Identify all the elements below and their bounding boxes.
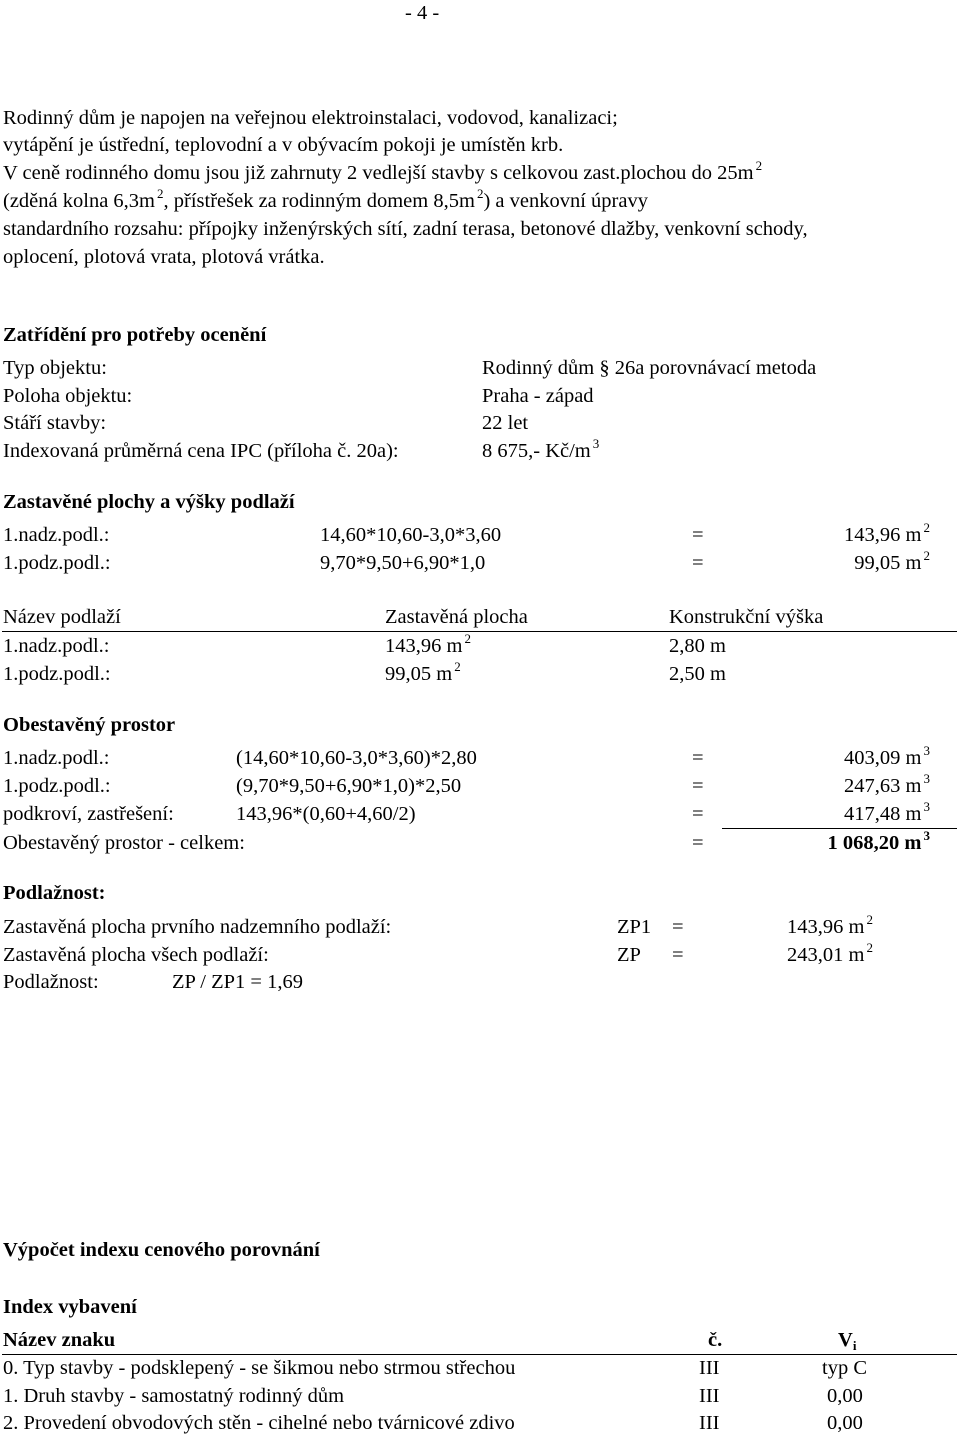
intro-line-4: (zděná kolna 6,3m $^2$, přístřešek za rodinným domem 8,5m $^2$) a venkovní úpravy bbox=[3, 186, 648, 212]
built-area-formula: 14,60*10,60-3,0*3,60 bbox=[320, 524, 502, 546]
index-row-name: 2. Provedení obvodových stěn - cihelné nebo tvárnicové zdivo bbox=[3, 1412, 515, 1434]
built-area-value: 143,96 m $^2$ bbox=[844, 520, 930, 546]
floor-table-height: 2,80 m bbox=[669, 635, 726, 657]
volume-value: 247,63 m $^3$ bbox=[844, 771, 930, 797]
classification-value: Rodinný dům § 26a porovnávací metoda bbox=[482, 357, 817, 379]
volume-total-rule bbox=[722, 828, 957, 829]
page-number: - 4 - bbox=[405, 2, 440, 24]
volume-equals: = bbox=[692, 747, 704, 769]
index-col-v: $V_i$ bbox=[838, 1329, 857, 1353]
built-area-label: 1.podz.podl.: bbox=[3, 552, 111, 574]
floor-table-header-area: Zastavěná plocha bbox=[385, 606, 528, 628]
index-row-number: III bbox=[699, 1412, 720, 1434]
index-row-name: 1. Druh stavby - samostatný rodinný dům bbox=[3, 1385, 345, 1407]
floor-table-header-height: Konstrukční výška bbox=[669, 606, 824, 628]
volume-equals: = bbox=[692, 775, 704, 797]
classification-value: 22 let bbox=[482, 412, 529, 434]
index-row-number: III bbox=[699, 1357, 720, 1379]
floor-table-name: 1.nadz.podl.: bbox=[3, 635, 110, 657]
price-index-heading: Výpočet indexu cenového porovnání bbox=[3, 1239, 320, 1261]
index-row-number: III bbox=[699, 1385, 720, 1407]
classification-value: 8 675,- Kč/m $^3$ bbox=[482, 436, 600, 462]
intro-line-3: V ceně rodinného domu jsou již zahrnuty 2 vedlejší stavby s celkovou zast.plochou do 25m $^2$ bbox=[3, 158, 763, 184]
built-area-formula: 9,70*9,50+6,90*1,0 bbox=[320, 552, 486, 574]
floor-ratio-code: ZP1 bbox=[617, 916, 652, 938]
floor-ratio-equals: = bbox=[672, 916, 684, 938]
index-row-value: typ C bbox=[822, 1357, 867, 1379]
index-col-number: č. bbox=[708, 1329, 723, 1351]
built-area-equals: = bbox=[692, 552, 704, 574]
volume-total-value: 1 068,20 m $^3$ bbox=[827, 828, 930, 854]
volume-value: 403,09 m $^3$ bbox=[844, 743, 930, 769]
volume-total-label: Obestavěný prostor - celkem: bbox=[3, 832, 245, 854]
floor-ratio-heading: Podlažnost: bbox=[3, 882, 106, 904]
index-col-name: Název znaku bbox=[3, 1329, 116, 1351]
floor-table-height: 2,50 m bbox=[669, 663, 726, 685]
built-area-equals: = bbox=[692, 524, 704, 546]
floor-table-area: 99,05 m $^2$ bbox=[385, 659, 461, 685]
built-area-label: 1.nadz.podl.: bbox=[3, 524, 110, 546]
volume-label: 1.nadz.podl.: bbox=[3, 747, 110, 769]
classification-label: Stáří stavby: bbox=[3, 412, 107, 434]
classification-label: Typ objektu: bbox=[3, 357, 107, 379]
intro-line-1: Rodinný dům je napojen na veřejnou elektroinstalaci, vodovod, kanalizaci; bbox=[3, 107, 618, 129]
volume-formula: 143,96*(0,60+4,60/2) bbox=[236, 803, 416, 825]
index-row-value: 0,00 bbox=[827, 1412, 863, 1434]
volume-label: 1.podz.podl.: bbox=[3, 775, 111, 797]
equipment-index-heading: Index vybavení bbox=[3, 1296, 137, 1318]
volume-formula: (9,70*9,50+6,90*1,0)*2,50 bbox=[236, 775, 462, 797]
floor-ratio-label: Zastavěná plocha prvního nadzemního podlaží: bbox=[3, 916, 392, 938]
intro-line-5: standardního rozsahu: přípojky inženýrských sítí, zadní terasa, betonové dlažby, venkovní schody, bbox=[3, 218, 808, 240]
floor-ratio-label: Zastavěná plocha všech podlaží: bbox=[3, 944, 269, 966]
intro-line-6: oplocení, plotová vrata, plotová vrátka. bbox=[3, 246, 325, 268]
floor-ratio-code: ZP bbox=[617, 944, 641, 966]
index-row-value: 0,00 bbox=[827, 1385, 863, 1407]
floor-ratio-value: 143,96 m $^2$ bbox=[787, 912, 873, 938]
volume-total-equals: = bbox=[692, 832, 704, 854]
volume-equals: = bbox=[692, 803, 704, 825]
floor-ratio-equals: = bbox=[672, 944, 684, 966]
built-areas-heading: Zastavěné plochy a výšky podlaží bbox=[3, 491, 295, 513]
floor-table-rule bbox=[2, 631, 957, 632]
built-area-value: 99,05 m $^2$ bbox=[854, 548, 930, 574]
classification-value: Praha - západ bbox=[482, 385, 594, 407]
index-table-rule bbox=[2, 1354, 957, 1355]
classification-label: Poloha objektu: bbox=[3, 385, 133, 407]
volume-heading: Obestavěný prostor bbox=[3, 714, 176, 736]
volume-formula: (14,60*10,60-3,0*3,60)*2,80 bbox=[236, 747, 477, 769]
floor-table-area: 143,96 m $^2$ bbox=[385, 631, 471, 657]
floor-ratio-result-label: Podlažnost: bbox=[3, 971, 99, 993]
classification-heading: Zatřídění pro potřeby ocenění bbox=[3, 324, 267, 346]
classification-label: Indexovaná průměrná cena IPC (příloha č. 20a): bbox=[3, 440, 399, 462]
volume-value: 417,48 m $^3$ bbox=[844, 799, 930, 825]
index-row-name: 0. Typ stavby - podsklepený - se šikmou nebo strmou střechou bbox=[3, 1357, 516, 1379]
floor-table-name: 1.podz.podl.: bbox=[3, 663, 111, 685]
floor-ratio-result-value: ZP / ZP1 = 1,69 bbox=[172, 971, 303, 993]
volume-label: podkroví, zastřešení: bbox=[3, 803, 174, 825]
intro-line-2: vytápění je ústřední, teplovodní a v obývacím pokoji je umístěn krb. bbox=[3, 134, 564, 156]
floor-table-header-name: Název podlaží bbox=[3, 606, 121, 628]
floor-ratio-value: 243,01 m $^2$ bbox=[787, 940, 873, 966]
